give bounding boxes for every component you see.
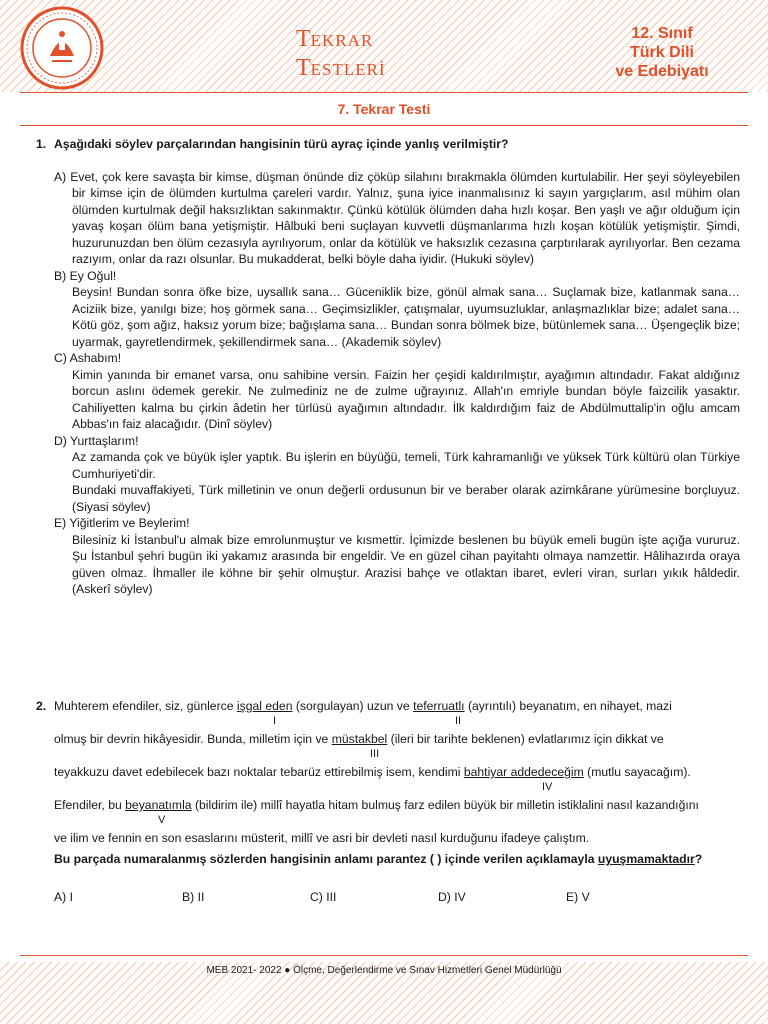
q1-option-b[interactable] (54, 268, 740, 351)
q1-option-b-letter: B) (54, 268, 67, 283)
q2-l2-b: (ileri bir tarihte beklenen) evlatlarımız için dikkat ve (387, 732, 664, 746)
q2-mark-5: V (158, 814, 166, 826)
q2-l1-b: (sorgulayan) uzun ve (292, 699, 414, 713)
q2-term-5: beyanatımla (125, 798, 192, 812)
footer-divider (20, 955, 748, 956)
ministry-seal-icon (20, 6, 104, 90)
brand-line-1-rest: EKRAR (310, 31, 374, 50)
q1-option-d-letter: D) (54, 433, 67, 448)
q2-marks-1 (36, 714, 748, 731)
q2-choice-c[interactable]: C) III (310, 890, 337, 904)
brand-line-2: TESTLERİ (296, 55, 386, 81)
q2-mark-1: I (273, 715, 277, 727)
q2-line-2 (36, 731, 748, 747)
q2-number: 2. (36, 699, 47, 713)
brand-title (296, 26, 386, 84)
q2-mark-3: III (370, 748, 380, 760)
q2-term-2: teferruatlı (413, 699, 465, 713)
q1-option-e[interactable] (54, 515, 740, 598)
question-1 (36, 136, 740, 598)
q1-option-c-letter: C) (54, 351, 67, 365)
q2-l5: ve ilim ve fennin en son esaslarını müsterit, millî ve asri bir devleti nasıl kurduğunu ifadeye çalıştım. (54, 831, 590, 845)
q2-ask-a: Bu parçada numaralanmış sözlerden hangisinin anlamı parantez ( ) içinde verilen açıklamayla (54, 852, 598, 866)
q2-l1-c: (ayrıntılı) beyanatım, en nihayet, mazi (464, 699, 672, 713)
q2-ask-keyword: uyuşmamaktadır (597, 852, 695, 866)
q1-option-c[interactable] (54, 350, 740, 433)
q1-option-d-text: Az zamanda çok ve büyük işler yaptık. Bu işlerin en büyüğü, temeli, Türk kahramanlığı ve yüksek Türk kültürü olan Türkiye Cumhuriyeti'dir. (72, 450, 740, 481)
q2-choice-a[interactable]: A) I (54, 890, 73, 904)
q1-stem-row (36, 136, 740, 153)
q2-l1-a: Muhterem efendiler, siz, günlerce (54, 699, 237, 713)
brand-line-2-rest: ESTLERİ (310, 60, 386, 79)
q2-ask-b: ? (694, 852, 703, 866)
q2-l3-a: teyakkuzu davet edebilecek bazı noktalar tebarüz ettirebilmiş isem, kendimi (54, 765, 464, 779)
q2-mark-4: IV (542, 781, 553, 793)
q2-term-3: müstakbel (331, 732, 388, 746)
test-title: 7. Tekrar Testi (337, 101, 431, 117)
q2-line-5 (36, 830, 748, 846)
q1-option-a[interactable] (54, 169, 740, 268)
q2-line-1 (36, 698, 748, 714)
q1-option-a-text: Evet, çok kere savaşta bir kimse, düşman önünde diz çöküp silahını bırakmakla ölümden kurtulabilir. Her şeyi söyleyebilen bir kimse için de ölümden kurtulma çareleri vardır. Yalnız, şuna iyice inanmalısınız ki sayın yargıçlarım, asıl mühim olan ölümden kurtulmak değil haksızlıktan sakınmaktır. Çünkü kötülük ölümden daha hızlı koşar. Ben yaşlı ve ağır olduğum için yavaş koşan ölüm bana yetişmiştir. Hâlbuki beni suçlayan kuvvetli düşmanlarıma hızlı koşan kötülük yetişmiştir. Şimdi, huzurunuzdan ben ölüm cezasıyla ayrılıyorum, onlar da kötülük ve haksızlık cezasına çarptırılarak ayrılıyorlar. Ben cezama razıyım, onlar da razı olsunlar. Bu mukadderat, belki böyle daha iyidir. (Hukuki söylev) (70, 169, 741, 266)
q1-option-b-heading: Ey Oğul! (69, 268, 117, 283)
q2-l2-a: olmuş bir devrin hikâyesidir. Bunda, milletim için ve (54, 732, 332, 746)
q2-question (54, 852, 748, 866)
q2-line-3 (36, 764, 748, 780)
q1-option-b-text: Beysin! Bundan sonra öfke bize, uysallık sana… Güceniklik bize, gönül almak sana… Suçlamak bize, katlanmak sana… Aciziik bize, yanılgı bize; hoş görmek sana… Geçimsizlikler, çatışmalar, uyumsuzluklar, anlaşmazlıklar bize; adalet sana… Kötü göz, şom ağız, haksız yorum bize; bağışlama sana… Bundan sonra bölmek bize, bütünlemek sana… Üşengeçlik bize; uyarmak, gayretlendirmek, şekillendirmek sana… (Akademik söylev) (72, 285, 740, 349)
grade-course (602, 24, 722, 81)
course-line-1: Türk Dili (629, 44, 694, 61)
q2-term-4: bahtiyar addedeceğim (463, 765, 584, 779)
q2-choice-e[interactable]: E) V (566, 890, 590, 904)
question-2 (36, 698, 748, 866)
q1-option-d[interactable] (54, 433, 740, 516)
q1-options (54, 169, 740, 598)
course-line-2: ve Edebiyatı (615, 63, 709, 80)
q2-term-1: işgal eden (236, 699, 293, 713)
q2-l3-b: (mutlu sayacağım). (583, 765, 691, 779)
q1-number: 1. (36, 137, 47, 151)
brand-line-1: TEKRAR (296, 26, 374, 52)
q1-option-a-letter: A) (54, 169, 67, 184)
q2-marks-3 (36, 780, 748, 797)
q2-line-4 (36, 797, 748, 813)
q2-mark-2: II (455, 715, 462, 727)
q1-option-c-heading: Ashabım! (69, 351, 122, 365)
q1-stem: Aşağıdaki söylev parçalarından hangisinin türü ayraç içinde yanlış verilmiştir? (54, 137, 509, 151)
q2-l4-b: (bildirim ile) millî hayatla hitam bulmuş farz edilen büyük bir milletin istiklalini nasıl kazandığını (191, 798, 699, 812)
q1-option-c-text: Kimin yanında bir emanet varsa, onu sahibine versin. Faizin her çeşidi kaldırılmıştır, ayağımın altındadır. Fakat aldığınız borcun aslını ödemek gerekir. Ne zulmediniz ne de zulme uğrayınız. Allah'ın emriyle bundan böyle faizcilik yasaktır. Cahiliyetten kalma bu çirkin âdetin her türlüsü ayağımın altındadır. İlk kaldırdığım faiz de Abdülmuttalip'in oğlu amcam Abbas'ın faiz alacağıdır. (Dinî söylev) (72, 367, 740, 431)
q1-option-e-text: Bilesiniz ki İstanbul'u almak bize emrolunmuştur ve kısmettir. İçimizde beslenen bu büyük emeli bugün işte açığa vururuz. Şu İstanbul şehri bugün iki yakamız arasında bir engeldir. Ve en güzel cihan payitahtı olmaya namzettir. Hâlihazırda oraya güven olmaz. İhmaller ile köhne bir şehir olmuştur. Arazisi bahçe ve otlaktan ibaret, evleri viran, surları yıkık hâldedir. (Askerî söylev) (72, 532, 740, 596)
test-title-bar (20, 92, 748, 126)
q2-marks-4 (36, 813, 748, 830)
q2-l4-a: Efendiler, bu (54, 798, 126, 812)
q1-option-d-heading: Yurttaşlarım! (70, 433, 139, 448)
q2-marks-2 (36, 747, 748, 764)
q1-option-e-heading: Yiğitlerim ve Beylerim! (69, 516, 190, 530)
q1-option-e-letter: E) (54, 516, 67, 530)
q2-choice-b[interactable]: B) II (182, 890, 205, 904)
q2-choice-d[interactable]: D) IV (438, 890, 466, 904)
grade-label: 12. Sınıf (631, 25, 693, 42)
q1-option-d-text-2: Bundaki muvaffakiyeti, Türk milletinin ve onun değerli ordusunun bir ve beraber olarak azimkârane yürümesine borçluyuz. (Siyasi söylev) (72, 483, 740, 514)
footer-text: MEB 2021- 2022 ● Ölçme, Değerlendirme ve Sınav Hizmetleri Genel Müdürlüğü (206, 965, 562, 976)
